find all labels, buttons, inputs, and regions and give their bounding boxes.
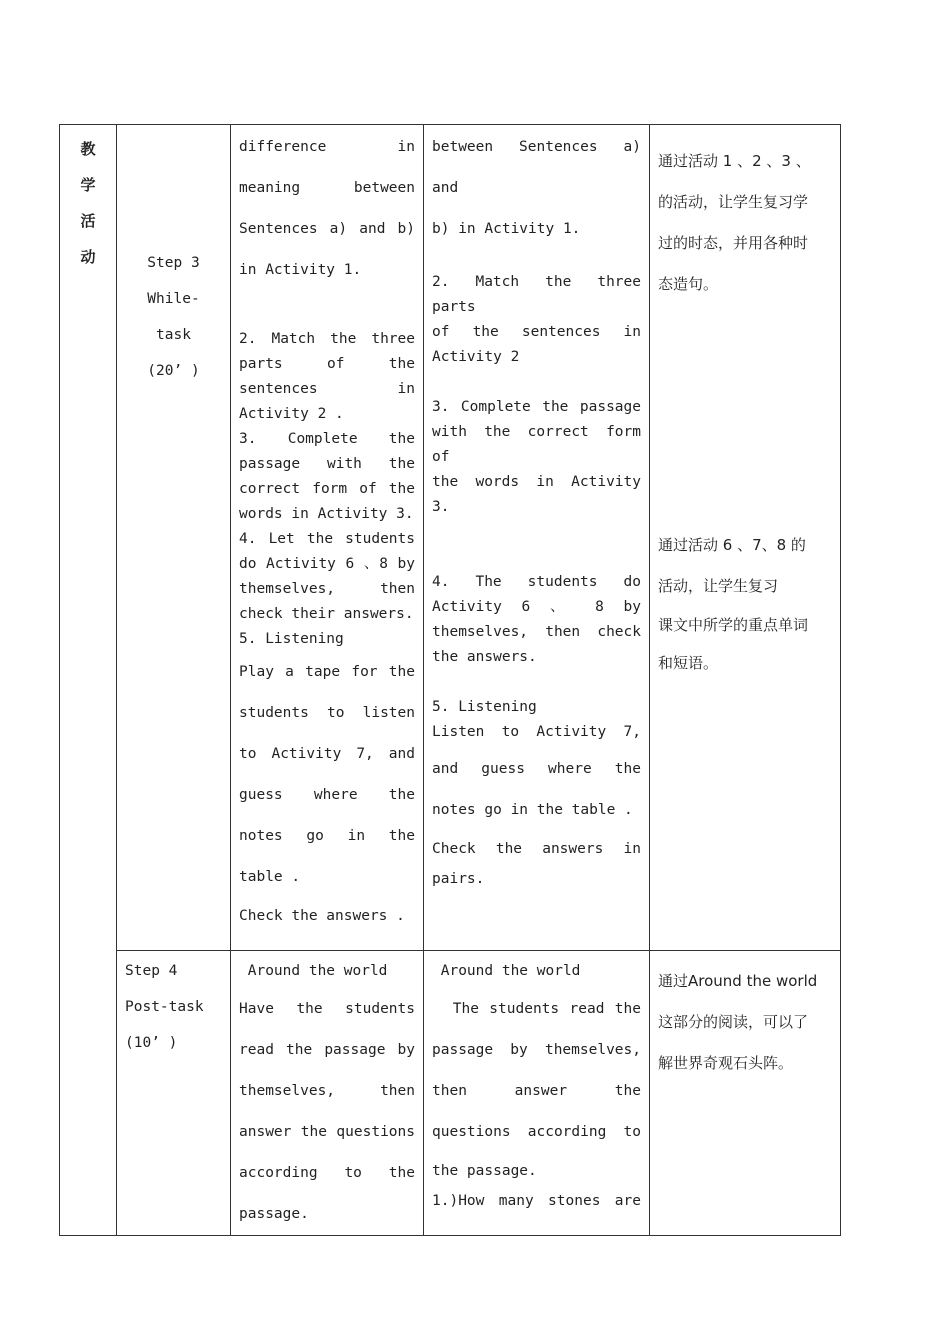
text-line: in Activity 1. [239,262,362,278]
text-line: Check the answers in [432,841,641,857]
text-line: 态造句。 [658,275,719,293]
text-line: read the passage by [239,1042,415,1058]
step4-students-cell [424,951,650,1236]
step-label-line: Step 4 [125,963,178,979]
text-line: 解世界奇观石头阵。 [658,1054,794,1072]
text-line: guess where the [239,787,415,803]
text-line: Listen to Activity 7, [432,724,641,740]
text-line: Activity 2 [432,349,520,365]
text-line: table . [239,869,301,885]
text-line: 通过活动 6 、7、8 的 [658,536,806,554]
text-line: answer the questions [239,1124,415,1140]
text-line: students to listen [239,705,415,721]
text-line: of the sentences in [432,324,641,340]
text-line: and guess where the [432,761,641,777]
text-line: themselves, then [239,1083,415,1099]
text-line: Activity 6 、 8 by [432,599,641,615]
text-line: the passage. [432,1163,537,1179]
text-line: to Activity 7, and [239,746,415,762]
text-line: 4. The students do [432,574,641,590]
text-line: 5. Listening [432,699,537,715]
text-line: 2. Match the three [239,331,415,347]
text-line: Play a tape for the [239,664,415,680]
text-line: passage with the [239,456,415,472]
step3-row [60,125,841,951]
text-line: The students read the [432,1001,641,1017]
text-line: 过的时态，并用各种时 [658,234,809,252]
text-line: correct form of the [239,481,415,497]
section-label-cell [60,125,117,1236]
step3-students-cell [424,125,650,951]
text-line: sentences in [239,381,415,397]
text-line: Activity 2 . [239,406,344,422]
text-line: 5. Listening [239,631,344,647]
text-line: between Sentences a) and [432,139,641,196]
text-line: do Activity 6 、8 by [239,556,415,572]
text-line: the answers. [432,649,537,665]
step4-purpose-cell [650,951,841,1236]
text-line: 4. Let the students [239,531,415,547]
text-line: 这部分的阅读，可以了 [658,1013,809,1031]
step-label-line: (20’ ) [147,363,200,379]
text-line: 活动，让学生复习 [658,577,779,595]
step-label-line: Post-task [125,999,204,1015]
section-char: 动 [80,248,96,266]
step-label-line: (10’ ) [125,1035,178,1051]
text-line: 的活动，让学生复习学 [658,193,809,211]
text-line: parts of the [239,356,415,372]
text-line: notes go in the [239,828,415,844]
text-line: themselves, then check [432,624,641,640]
section-char: 教 [80,140,96,158]
text-line: 和短语。 [658,654,719,672]
text-line: 3. Complete the [239,431,415,447]
text-line: 3. Complete the passage [432,399,641,415]
section-char: 学 [80,176,96,194]
text-line: themselves, then [239,581,415,597]
lesson-plan-table [59,124,841,1236]
step-label-line: Step 3 [147,255,200,271]
text-line: then answer the [432,1083,641,1099]
text-line: 课文中所学的重点单词 [658,616,809,634]
text-line: check their answers. [239,606,414,622]
text-line: 1.)How many stones are [432,1193,641,1209]
text-line: meaning between [239,180,415,196]
text-line: passage. [239,1206,309,1222]
text-line: the words in Activity 3. [432,474,641,515]
text-line: words in Activity 3. [239,506,414,522]
text-line: notes go in the table . [432,802,633,818]
text-line: according to the [239,1165,415,1181]
text-line: 通过Around the world [658,972,818,990]
text-line: 通过活动 1 、2 、3 、 [658,152,811,170]
step4-teacher-cell [231,951,424,1236]
step3-teacher-cell [231,125,424,951]
text-line: passage by themselves, [432,1042,641,1058]
step3-label-cell [117,125,231,951]
text-line: difference in [239,139,415,155]
step4-label-cell [117,951,231,1236]
text-line: pairs. [432,871,485,887]
text-line: 2. Match the three parts [432,274,641,315]
text-line: Sentences a) and b) [239,221,415,237]
text-line: questions according to [432,1124,641,1140]
step4-row [60,951,841,1236]
text-line: Have the students [239,1001,415,1017]
step-label-line: While- [147,291,200,307]
text-line: b) in Activity 1. [432,221,581,237]
text-line: with the correct form of [432,424,641,465]
step3-purpose-cell [650,125,841,951]
text-line: Around the world [239,963,388,979]
step-label-line: task [156,327,191,343]
text-line: Around the world [432,963,581,979]
text-line: Check the answers . [239,908,405,924]
section-char: 活 [80,212,96,230]
